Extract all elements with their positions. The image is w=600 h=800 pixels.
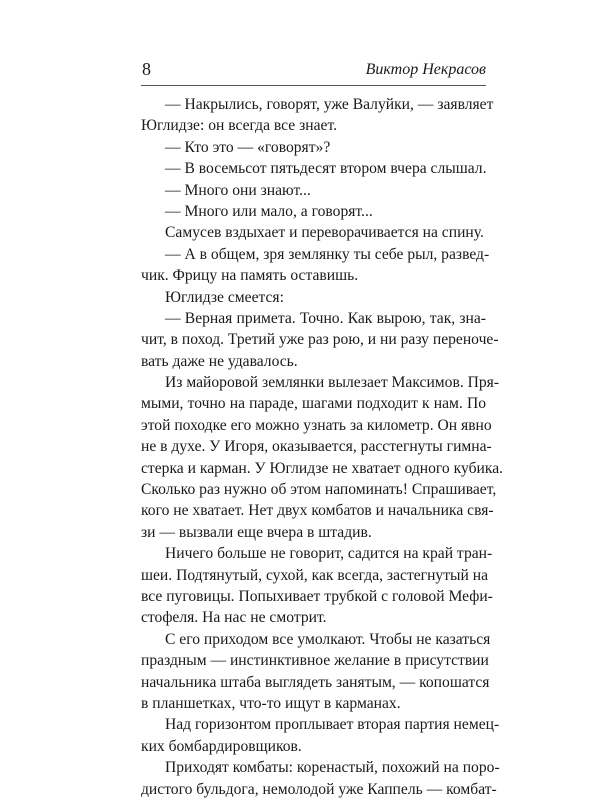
page-number: 8 <box>142 59 151 79</box>
text-line: Из майоровой землянки вылезает Максимов. Пря- <box>165 374 500 392</box>
text-line: Юглидзе: он всегда все знает. <box>141 117 338 135</box>
text-line: стофеля. На нас не смотрит. <box>141 609 327 627</box>
body-text <box>141 94 504 800</box>
text-line: дистого бульдога, немолодой уже Каппель — комбат- <box>141 780 497 798</box>
text-line: С его приходом все умолкают. Чтобы не казаться <box>165 630 491 648</box>
text-line: не в духе. У Игоря, оказывается, расстегнуты гимна- <box>141 438 492 456</box>
text-line: — Много они знают... <box>165 181 311 199</box>
text-line: зи — вызвали еще вчера в штадив. <box>141 523 372 541</box>
text-line: Ничего больше не говорит, садится на край тран- <box>165 545 493 563</box>
text-line: Над горизонтом проплывает вторая партия немец- <box>165 716 500 734</box>
text-line: начальника штаба выглядеть занятым, — копошатся <box>141 673 490 691</box>
header-rule <box>141 85 486 86</box>
text-line: вать даже не удавалось. <box>141 352 298 370</box>
text-line: Самусев вздыхает и переворачивается на спину. <box>165 224 484 242</box>
text-line: чит, в поход. Третий уже раз рою, и ни разу переноче- <box>141 331 499 349</box>
text-line: — Много или мало, а говорят... <box>165 202 373 220</box>
text-line: этой походке его можно узнать за километр. Он явно <box>141 416 492 434</box>
text-line: кого не хватает. Нет двух комбатов и начальника свя- <box>141 502 494 520</box>
text-line: ких бомбардировщиков. <box>141 737 302 755</box>
text-line: праздным — инстинктивное желание в присутствии <box>141 652 489 670</box>
text-line: — Накрылись, говорят, уже Валуйки, — заявляет <box>165 96 494 113</box>
text-line: Приходят комбаты: коренастый, похожий на поро- <box>165 759 500 777</box>
text-line: Сколько раз нужно об этом напоминать! Спрашивает, <box>141 481 497 499</box>
text-line: Юглидзе смеется: <box>165 288 284 306</box>
running-head: Виктор Некрасов <box>365 61 486 78</box>
text-line: — Кто это — «говорят»? <box>165 138 331 156</box>
text-line: — А в общем, зря землянку ты себе рыл, развед- <box>165 245 490 263</box>
text-line: все пуговицы. Попыхивает трубкой с головой Мефи- <box>141 587 493 605</box>
text-line: в планшетках, что-то ищут в карманах. <box>141 694 401 712</box>
text-line: — В восемьсот пятьдесят втором вчера слышал. <box>165 160 487 178</box>
text-line: — Верная примета. Точно. Как вырою, так, зна- <box>165 309 486 327</box>
text-line: стерка и карман. У Юглидзе не хватает одного кубика. <box>141 459 504 477</box>
text-line: шеи. Подтянутый, сухой, как всегда, застегнутый на <box>141 566 489 584</box>
text-line: чик. Фрицу на память оставишь. <box>141 267 359 285</box>
text-line: мыми, точно на параде, шагами подходит к нам. По <box>141 395 486 413</box>
